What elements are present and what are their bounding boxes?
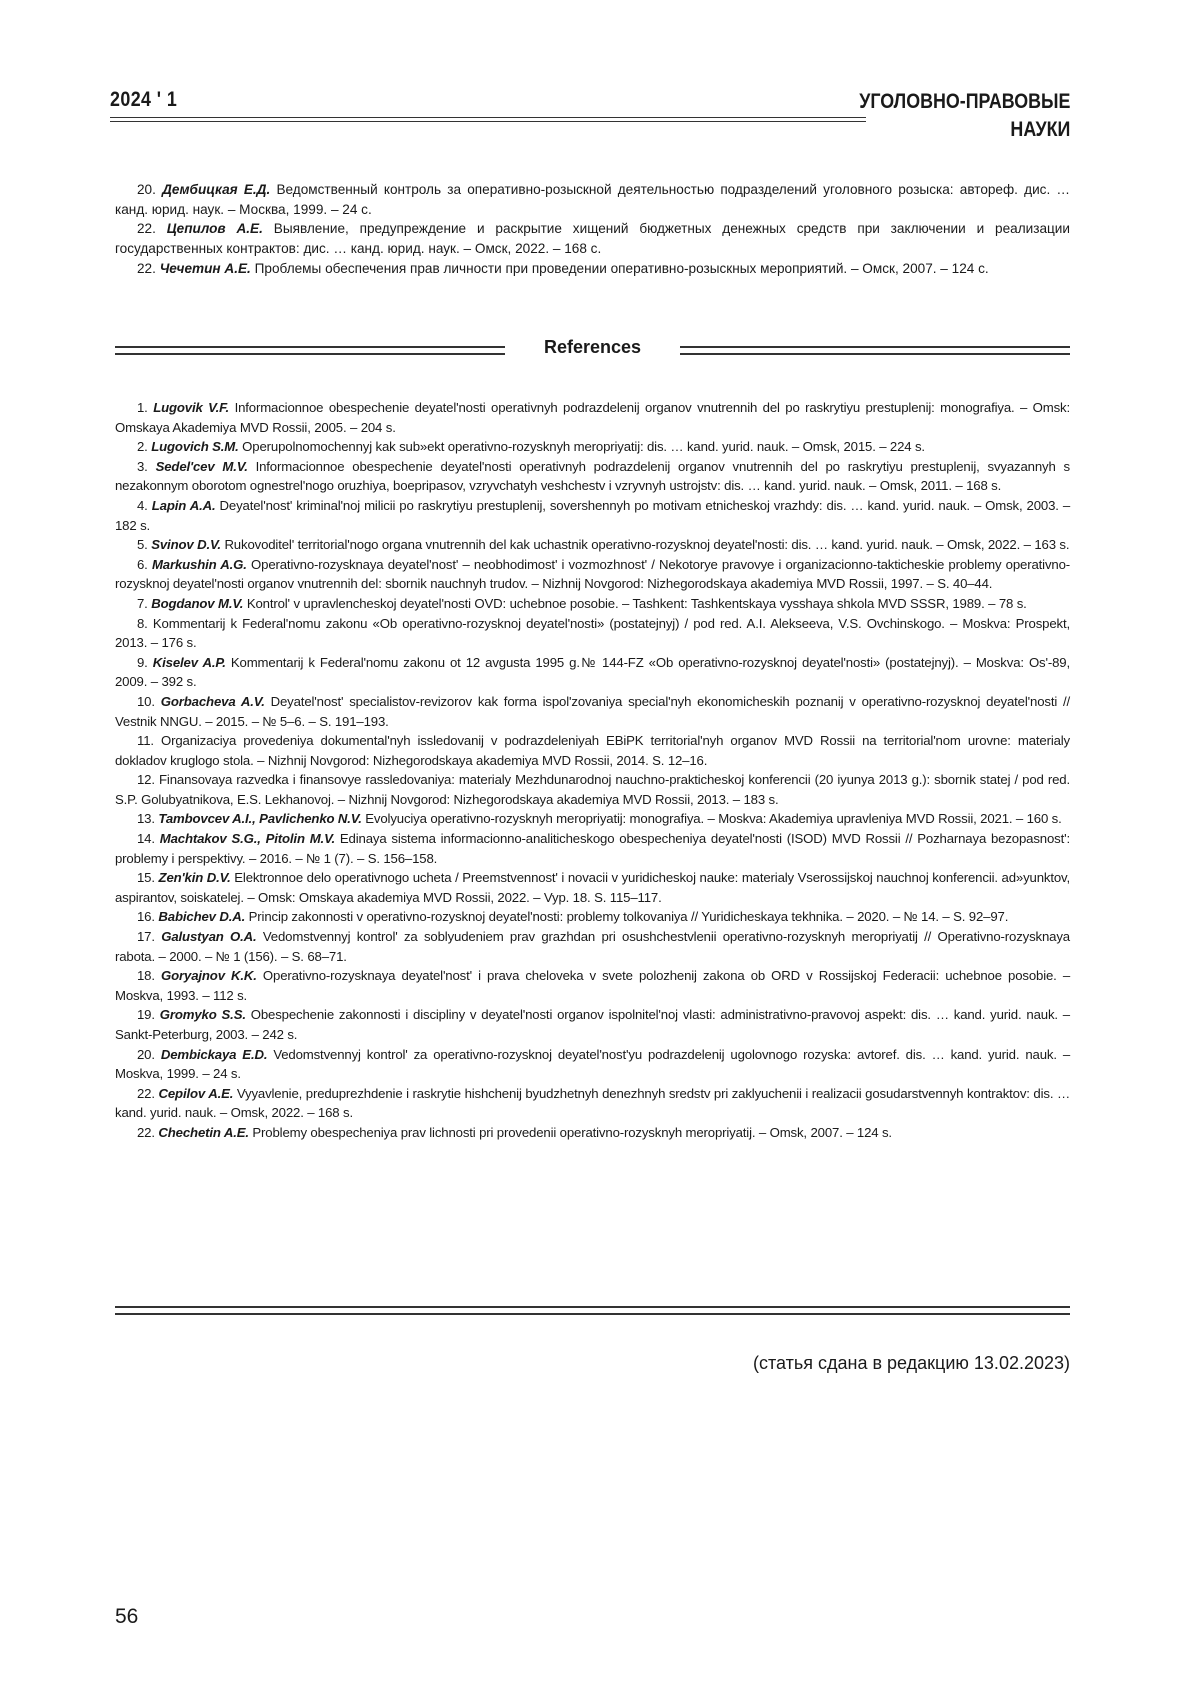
reference-text: Operativno-rozysknaya deyatel'nost' – neobhodimost' i vozmozhnost' / Nekotorye pravovye i organizacionno-takticheskie problemy operativno-rozysknoj deyatel'nosti organov vnutrennih del: sbornik nauchnyh trudov. – Nizhnij Novgorod: Nizhegorodskaya akademiya MVD Rossii, 1997. – S. 40–44. (115, 556, 1070, 592)
reference-text: Operupolnomochennyj kak sub»ekt operativno-rozysknyh meropriyatij: dis. … kand. yurid. nauk. – Omsk, 2015. – 224 s. (242, 439, 925, 455)
reference-number: 22. (137, 221, 156, 237)
reference-entry (115, 1084, 1070, 1123)
reference-text: Vedomstvennyj kontrol' za soblyudeniem prav grazhdan pri osushchestvlenii operativno-rozysknyh meropriyatij // Operativno-rozysknaya rabota. – 2000. – № 1 (156). – S. 68–71. (115, 929, 1070, 964)
reference-text: Evolyuciya operativno-rozysknyh meropriyatij: monografiya. – Moskva: Akademiya upravleniya MVD Rossii, 2021. – 160 s. (365, 811, 1062, 827)
page-number: 56 (115, 1605, 139, 1628)
journal-title-line: НАУКИ (1010, 118, 1070, 141)
reference-entry (115, 1123, 1070, 1143)
reference-text: Informacionnoe obespechenie deyatel'nosti operativnyh podrazdelenij organov vnutrennih del po raskrytiyu prestuplenij: monografiya. – Omsk: Omskaya Akademiya MVD Rossii, 2005. – 204 s. (115, 400, 1071, 435)
reference-entry (115, 770, 1070, 809)
issue-number: 2024 ' 1 (110, 88, 178, 111)
reference-text: Rukovoditel' territorial'nogo organa vnutrennih del kak uchastnik operativno-rozysknoj deyatel'nosti: dis. … kand. yurid. nauk. – Omsk, 2022. – 163 s. (224, 537, 1070, 553)
reference-entry (115, 535, 1070, 555)
reference-entry (115, 555, 1070, 594)
reference-text: Obespechenie zakonnosti i discipliny v deyatel'nosti organov ispolnitel'noj vlasti: administrativno-pravovoj aspekt: dis. … kand. yurid. nauk. – Sankt-Peterburg, 2003. – 242 s. (115, 1007, 1070, 1042)
reference-author: Babichev D.A. (158, 909, 246, 925)
reference-number: 18. (137, 968, 155, 984)
reference-number: 9. (137, 654, 148, 670)
reference-author: Zen'kin D.V. (158, 870, 231, 886)
reference-number: 5. (137, 537, 148, 553)
journal-title-line: УГОЛОВНО-ПРАВОВЫЕ (858, 90, 1070, 113)
reference-author: Lugovich S.M. (151, 439, 239, 455)
reference-number: 8. (137, 615, 148, 631)
reference-number: 1. (137, 400, 148, 415)
reference-number: 22. (137, 1085, 155, 1101)
reference-entry (115, 868, 1070, 907)
reference-author: Svinov D.V. (151, 537, 221, 553)
reference-number: 4. (137, 497, 148, 513)
reference-author: Lugovik V.F. (153, 400, 230, 415)
reference-author: Galustyan O.A. (161, 929, 257, 945)
russian-reference-list (115, 180, 1070, 279)
reference-entry (115, 219, 1070, 258)
reference-author: Dembickaya E.D. (160, 1046, 268, 1062)
reference-author: Gorbacheva A.V. (160, 693, 265, 709)
reference-text: Kommentarij k Federal'nomu zakonu ot 12 avgusta 1995 g.№ 144-FZ «Ob operativno-rozysknoj deyatel'nosti» (postatejnyj). – Moskva: Os'-89, 2009. – 392 s. (115, 654, 1070, 690)
reference-entry (115, 966, 1070, 1005)
reference-number: 14. (137, 831, 155, 847)
reference-entry (115, 259, 1070, 279)
reference-entry (115, 731, 1070, 770)
reference-number: 10. (137, 693, 155, 709)
reference-entry (115, 594, 1070, 614)
reference-author: Cepilov A.E. (158, 1085, 234, 1101)
reference-entry (115, 927, 1070, 966)
reference-number: 3. (137, 458, 148, 474)
header-rule (110, 121, 866, 122)
submission-note: (статья сдана в редакцию 13.02.2023) (752, 1353, 1070, 1373)
reference-text: Finansovaya razvedka i finansovye rassledovaniya: materialy Mezhdunarodnoj nauchno-prakticheskoj konferencii (20 iyunya 2013 g.): sbornik statej / pod red. S.P. Golubyatnikova, E.S. Lekhanovoj. – Nizhnij Novgorod: Nizhegorodskaya akademiya MVD Rossii, 2013. – 183 s. (115, 772, 1070, 807)
journal-title (859, 88, 1070, 144)
reference-number: 16. (137, 909, 155, 925)
reference-author: Markushin A.G. (151, 556, 247, 572)
reference-entry (115, 457, 1070, 496)
reference-text: Elektronnoe delo operativnogo ucheta / Preemstvennost' i novacii v yuridicheskoj nauke: materialy Vserossijskoj nauchnoj konferencii. ad»yunktov, aspirantov, soiskatelej. – Omsk: Omskaya akademiya MVD Rossii, 2022. – Vyp. 18. S. 115–117. (115, 870, 1071, 905)
reference-text: Выявление, предупреждение и раскрытие хищений бюджетных денежных средств при заключении и реализации государственных контрактов: дис. … канд. юрид. наук. – Омск, 2022. – 168 с. (115, 221, 1070, 257)
reference-entry (115, 614, 1070, 653)
reference-number: 22. (137, 260, 156, 276)
reference-number: 6. (137, 556, 148, 572)
reference-text: Problemy obespecheniya prav lichnosti pri provedenii operativno-rozysknyh meropriyatij. – Omsk, 2007. – 124 s. (252, 1124, 892, 1140)
reference-entry (115, 437, 1070, 457)
reference-entry (115, 1005, 1070, 1044)
reference-text: Kommentarij k Federal'nomu zakonu «Ob operativno-rozysknoj deyatel'nosti» (postatejnyj) / pod red. A.I. Alekseeva, V.S. Ovchinskogo. – Moskva: Prospekt, 2013. – 176 s. (115, 615, 1071, 651)
references-title: References (543, 337, 642, 357)
reference-entry (115, 496, 1070, 535)
reference-author: Goryajnov K.K. (161, 968, 257, 984)
reference-number: 17. (137, 929, 155, 945)
reference-entry (115, 653, 1070, 692)
reference-author: Chechetin A.E. (158, 1124, 249, 1140)
reference-number: 11. (137, 733, 154, 749)
reference-author: Чечетин А.Е. (159, 260, 251, 276)
reference-number: 20. (137, 1046, 155, 1062)
reference-author: Gromyko S.S. (159, 1007, 246, 1023)
reference-entry (115, 398, 1070, 437)
reference-text: Princip zakonnosti v operativno-rozysknoj deyatel'nosti: problemy tolkovaniya // Yuridicheskaya tekhnika. – 2020. – № 14. – S. 92–97. (248, 909, 1009, 925)
reference-text: Kontrol' v upravlencheskoj deyatel'nosti OVD: uchebnoe posobie. – Tashkent: Tashkentskaya vysshaya shkola MVD SSSR, 1989. – 78 s. (246, 595, 1027, 611)
heading-rule-left (115, 346, 505, 355)
reference-entry (115, 692, 1070, 731)
reference-number: 19. (137, 1007, 155, 1023)
reference-author: Дембицкая Е.Д. (162, 182, 271, 197)
reference-number: 20. (137, 182, 156, 197)
reference-number: 7. (137, 595, 148, 611)
reference-author: Sedel'cev M.V. (155, 458, 248, 474)
reference-text: Organizaciya provedeniya dokumental'nyh issledovanij v podrazdeleniyah EBiPK territorial'nyh organov MVD Rossii na territorial'nom urovne: materialy dokladov kruglogo stola. – Nizhnij Novgorod: Nizhegorodskaya akademiya MVD Rossii, 2014. S. 12–16. (115, 733, 1071, 768)
reference-author: Kiselev A.P. (152, 654, 226, 670)
reference-text: Vyyavlenie, preduprezhdenie i raskrytie hishchenij byudzhetnyh denezhnyh sredstv pri zaklyuchenii i realizacii gosudarstvennyh kontraktov: dis. … kand. yurid. nauk. – Omsk, 2022. – 168 s. (115, 1085, 1070, 1121)
reference-text: Vedomstvennyj kontrol' za operativno-rozysknoj deyatel'nost'yu podrazdelenij ugolovnogo rozyska: avtoref. dis. … kand. yurid. nauk. – Moskva, 1999. – 24 s. (115, 1046, 1070, 1082)
reference-entry (115, 1045, 1070, 1084)
header-rule (110, 117, 866, 118)
end-rule (115, 1306, 1070, 1315)
reference-number: 13. (137, 811, 155, 827)
reference-text: Проблемы обеспечения прав личности при проведении оперативно-розыскных мероприятий. – Омск, 2007. – 124 с. (254, 260, 989, 276)
reference-author: Tambovcev A.I., Pavlichenko N.V. (158, 811, 362, 827)
english-reference-list (115, 398, 1070, 1143)
reference-text: Ведомственный контроль за оперативно-розыскной деятельностью подразделений уголовного розыска: автореф. дис. … канд. юрид. наук. – Москва, 1999. – 24 с. (115, 182, 1071, 217)
reference-author: Lapin A.A. (151, 497, 216, 513)
reference-entry (115, 907, 1070, 927)
reference-text: Operativno-rozysknaya deyatel'nost' i prava cheloveka v svete polozhenij zakona ob ORD v Rossijskoj Federacii: uchebnoe posobie. – Moskva, 1993. – 112 s. (115, 968, 1070, 1003)
reference-number: 15. (137, 870, 155, 886)
reference-entry (115, 829, 1070, 868)
reference-text: Deyatel'nost' specialistov-revizorov kak forma ispol'zovaniya special'nyh ekonomicheskih poznanij v operativno-rozysknoj deyatel'nosti // Vestnik NNGU. – 2015. – № 5–6. – S. 191–193. (115, 693, 1071, 729)
reference-entry (115, 809, 1070, 829)
reference-author: Bogdanov M.V. (151, 595, 244, 611)
reference-number: 12. (137, 772, 155, 788)
reference-text: Informacionnoe obespechenie deyatel'nosti operativnyh podrazdelenij organov vnutrennih del po raskrytiyu prestuplenij, svyazannyh s nezakonnym oborotom ognestrel'nogo oruzhiya, boepripasov, vzryvchatyh veshchestv i vzryvnyh ustrojstv: dis. … kand. yurid. nauk. – Omsk, 2011. – 168 s. (115, 458, 1070, 494)
references-heading (115, 337, 1070, 361)
reference-text: Deyatel'nost' kriminal'noj milicii po raskrytiyu prestuplenij, sovershennyh po motivam etnicheskoj vrazhdy: dis. … kand. yurid. nauk. – Omsk, 2003. – 182 s. (115, 497, 1071, 533)
reference-number: 22. (137, 1124, 155, 1140)
reference-entry (115, 180, 1070, 219)
heading-rule-right (680, 346, 1070, 355)
reference-author: Machtakov S.G., Pitolin M.V. (159, 831, 336, 847)
reference-text: Edinaya sistema informacionno-analiticheskogo obespecheniya deyatel'nosti (ISOD) MVD Rossii // Pozharnaya bezopasnost': problemy i perspektivy. – 2016. – № 1 (7). – S. 156–158. (115, 831, 1071, 866)
reference-author: Цепилов А.Е. (166, 221, 263, 237)
reference-number: 2. (137, 439, 148, 455)
